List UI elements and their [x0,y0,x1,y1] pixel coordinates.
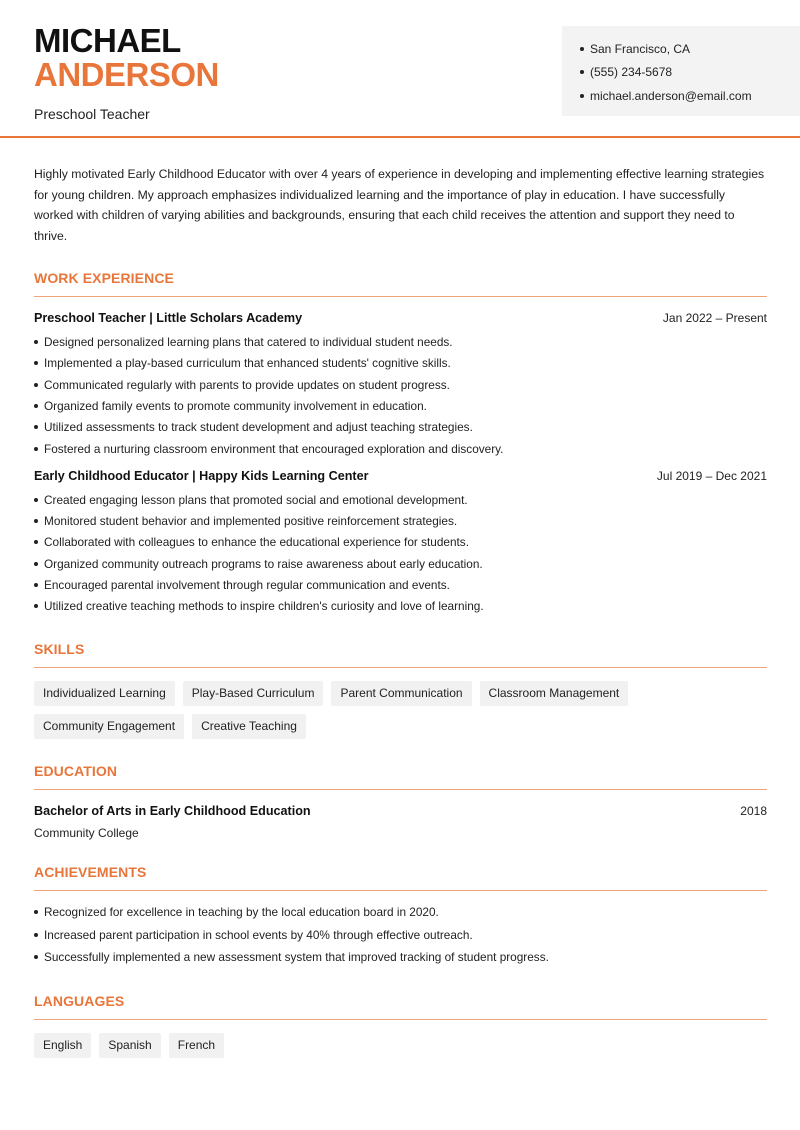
skill-tag: Play-Based Curriculum [183,681,324,706]
list-item-text: Monitored student behavior and implemented positive reinforcement strategies. [44,514,458,529]
list-item [34,901,767,924]
list-item [34,553,767,574]
list-item-text: Recognized for excellence in teaching by the local education board in 2020. [44,905,439,920]
skill-tag: Parent Communication [331,681,471,706]
job-entry [34,469,767,617]
bullet-icon [34,340,38,344]
bullet-icon [34,425,38,429]
bullet-icon [580,94,584,98]
bullet-icon [34,910,38,914]
list-item [34,417,767,438]
language-tag: English [34,1033,91,1058]
job-header [34,469,767,483]
list-item [34,331,767,352]
bullet-icon [34,562,38,566]
skill-tag: Classroom Management [480,681,629,706]
section-title-work: WORK EXPERIENCE [34,270,767,297]
language-tag: Spanish [99,1033,160,1058]
resume-content [34,164,767,1058]
list-item [34,489,767,510]
graduation-year: 2018 [740,803,767,818]
education-header [34,804,767,818]
list-item [34,574,767,595]
job-header [34,311,767,325]
contact-location [580,37,800,61]
list-item [34,438,767,459]
contact-email-text: michael.anderson@email.com [590,88,752,103]
job-dates: Jan 2022 – Present [662,311,767,326]
achievements-list [34,901,767,969]
skill-tag: Individualized Learning [34,681,175,706]
list-item-text: Utilized assessments to track student development and adjust teaching strategies. [44,420,473,435]
bullet-icon [34,447,38,451]
job-title: Preschool Teacher [34,106,150,122]
language-tag: French [169,1033,224,1058]
list-item-text: Encouraged parental involvement through regular communication and events. [44,577,450,592]
list-item-text: Organized family events to promote community involvement in education. [44,398,427,413]
bullet-icon [34,583,38,587]
list-item-text: Collaborated with colleagues to enhance the educational experience for students. [44,535,469,550]
list-item-text: Communicated regularly with parents to provide updates on student progress. [44,377,450,392]
education-entry [34,804,767,840]
section-title-education: EDUCATION [34,763,767,790]
degree: Bachelor of Arts in Early Childhood Education [34,803,311,818]
list-item [34,924,767,947]
bullet-icon [34,540,38,544]
bullet-icon [580,70,584,74]
languages-list [34,1033,767,1058]
list-item [34,510,767,531]
list-item [34,353,767,374]
name-block [34,24,219,122]
list-item-text: Organized community outreach programs to raise awareness about early education. [44,556,483,571]
contact-phone [580,61,800,85]
list-item-text: Created engaging lesson plans that promoted social and emotional development. [44,492,468,507]
contact-email [580,84,800,108]
section-title-achievements: ACHIEVEMENTS [34,864,767,891]
list-item-text: Increased parent participation in school events by 40% through effective outreach. [44,927,473,942]
summary: Highly motivated Early Childhood Educator with over 4 years of experience in developing and implementing effective learning strategies for young children. My approach emphasizes individualized learning and the importance of play in education. I have successfully worked with children of varying abilities and backgrounds, ensuring that each child receives the attention and support they need to thrive. [34,167,765,243]
job-role: Preschool Teacher | Little Scholars Academy [34,311,303,326]
job-bullets [34,331,767,459]
skill-tag: Creative Teaching [192,714,306,739]
contact-location-text: San Francisco, CA [590,41,691,56]
bullet-icon [34,383,38,387]
list-item-text: Implemented a play-based curriculum that enhanced students' cognitive skills. [44,356,451,371]
section-title-skills: SKILLS [34,641,767,668]
section-title-languages: LANGUAGES [34,993,767,1020]
list-item-text: Utilized creative teaching methods to inspire children's curiosity and love of learning. [44,599,484,614]
list-item-text: Designed personalized learning plans that catered to individual student needs. [44,335,453,350]
job-role: Early Childhood Educator | Happy Kids Learning Center [34,469,369,484]
contact-box [562,26,800,116]
school-name: Community College [34,825,139,840]
bullet-icon [34,361,38,365]
skills-list [34,681,767,739]
list-item [34,374,767,395]
last-name: ANDERSON [34,56,219,93]
first-name: MICHAEL [34,22,181,59]
job-entry [34,311,767,459]
bullet-icon [34,933,38,937]
skill-tag: Community Engagement [34,714,184,739]
bullet-icon [34,519,38,523]
bullet-icon [34,498,38,502]
bullet-icon [580,47,584,51]
resume-header [0,0,800,138]
job-bullets [34,489,767,617]
list-item [34,946,767,969]
list-item [34,395,767,416]
list-item [34,532,767,553]
bullet-icon [34,955,38,959]
contact-phone-text: (555) 234-5678 [590,65,673,80]
job-dates: Jul 2019 – Dec 2021 [656,469,767,484]
list-item [34,596,767,617]
list-item-text: Successfully implemented a new assessment system that improved tracking of student progress. [44,950,549,965]
bullet-icon [34,604,38,608]
list-item-text: Fostered a nurturing classroom environment that encouraged exploration and discovery. [44,441,504,456]
bullet-icon [34,404,38,408]
